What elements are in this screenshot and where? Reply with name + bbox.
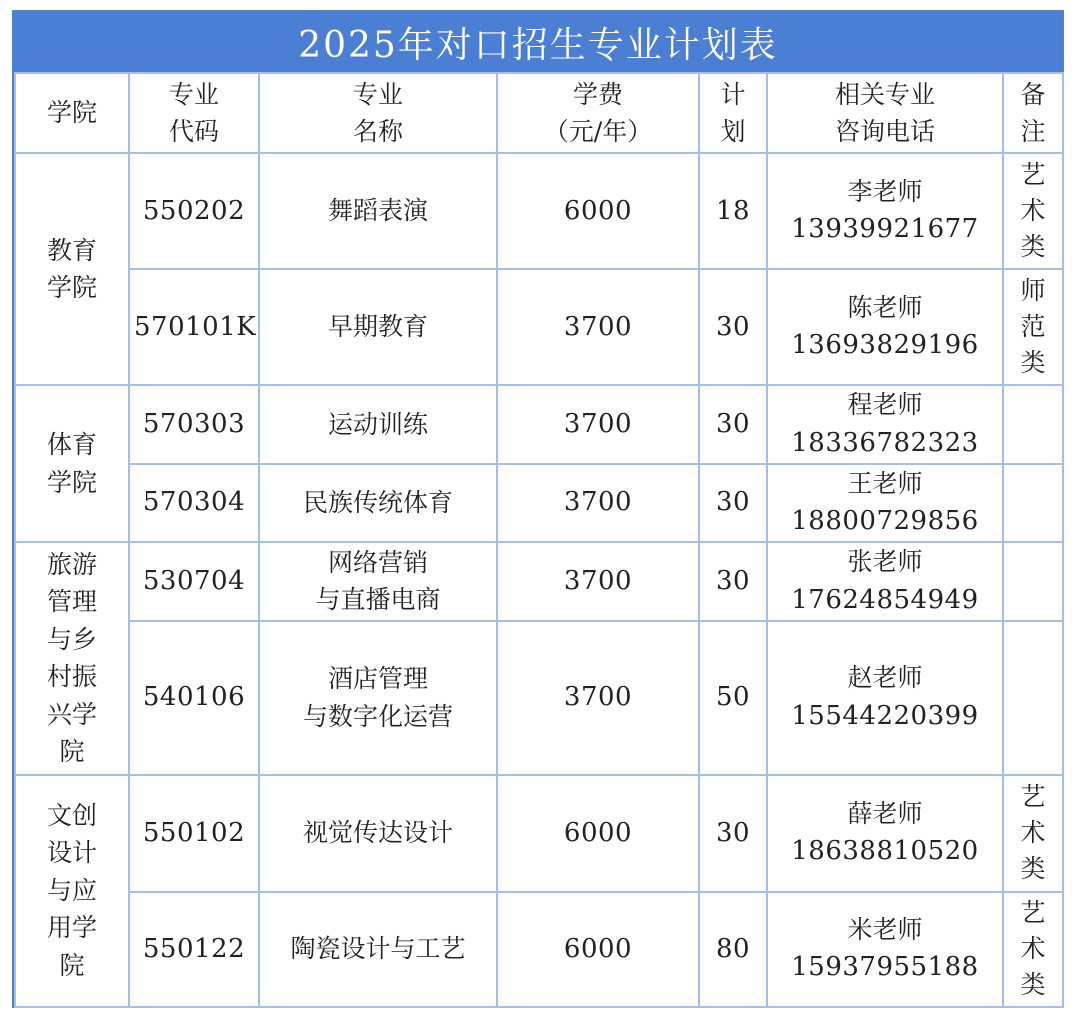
college-cell: 教育 学院 [15,153,129,385]
contact-teacher: 张老师 [847,547,923,576]
plan-count: 80 [699,892,767,1007]
plan-count: 30 [699,385,767,464]
tuition-fee: 6000 [497,775,699,892]
major-code: 550122 [129,892,259,1007]
major-name: 早期教育 [259,269,497,385]
contact-teacher: 薛老师 [847,798,923,828]
major-code: 530704 [129,542,259,621]
table-row [15,621,1063,775]
contact-phone: 18800729856 [791,506,979,536]
contact-teacher: 赵老师 [847,663,923,693]
contact-teacher: 王老师 [847,468,923,498]
contact-cell [767,892,1003,1007]
major-name: 运动训练 [259,385,497,464]
contact-cell [767,385,1003,464]
major-code: 550202 [129,153,259,269]
major-name: 民族传统体育 [259,464,497,543]
contact-phone: 13693829196 [791,330,979,361]
remark-cell: 艺 术 类 [1003,775,1063,892]
remark-cell: 艺 术 类 [1003,892,1063,1007]
remark-cell [1003,385,1063,464]
contact-teacher: 米老师 [847,914,923,944]
plan-count: 30 [699,542,767,621]
contact-teacher: 李老师 [847,176,923,206]
college-cell: 体育 学院 [15,385,129,542]
major-code: 570304 [129,464,259,543]
header-remark: 备 注 [1003,73,1063,153]
contact-teacher: 程老师 [847,390,923,419]
table-row [15,464,1063,543]
header-name: 专业 名称 [259,73,497,153]
major-name: 视觉传达设计 [259,775,497,892]
plan-count: 30 [699,775,767,892]
remark-cell [1003,542,1063,621]
contact-cell [767,621,1003,775]
plan-count: 18 [699,153,767,269]
enrollment-plan-sheet [12,10,1064,1008]
remark-cell: 艺 术 类 [1003,153,1063,269]
major-code: 570303 [129,385,259,464]
table-row [15,385,1063,464]
tuition-fee: 3700 [497,385,699,464]
header-fee: 学费 （元/年） [497,73,699,153]
table-row [15,892,1063,1007]
major-name: 网络营销 与直播电商 [259,542,497,621]
contact-cell [767,464,1003,543]
contact-phone: 13939921677 [791,214,979,245]
header-college: 学院 [15,73,129,153]
contact-phone: 15544220399 [791,700,979,731]
tuition-fee: 3700 [497,542,699,621]
contact-cell [767,542,1003,621]
tuition-fee: 3700 [497,621,699,775]
contact-cell [767,775,1003,892]
table-header-row [15,73,1063,153]
major-name: 酒店管理 与数字化运营 [259,621,497,775]
table-row [15,153,1063,269]
header-plan: 计 划 [699,73,767,153]
page-title: 2025年对口招生专业计划表 [14,12,1062,72]
plan-count: 50 [699,621,767,775]
table-row [15,775,1063,892]
enrollment-plan-table [14,72,1064,1008]
contact-phone: 15937955188 [791,952,979,983]
major-name: 陶瓷设计与工艺 [259,892,497,1007]
major-code: 550102 [129,775,259,892]
tuition-fee: 6000 [497,153,699,269]
major-code: 570101K [129,269,259,385]
college-cell: 旅游 管理 与乡 村振 兴学 院 [15,542,129,775]
major-name: 舞蹈表演 [259,153,497,269]
table-row [15,542,1063,621]
contact-phone: 18638810520 [791,836,979,867]
college-cell: 文创 设计 与应 用学 院 [15,775,129,1007]
remark-cell [1003,464,1063,543]
plan-count: 30 [699,269,767,385]
table-row [15,269,1063,385]
contact-cell [767,153,1003,269]
header-contact: 相关专业 咨询电话 [767,73,1003,153]
remark-cell [1003,621,1063,775]
contact-cell [767,269,1003,385]
plan-count: 30 [699,464,767,543]
contact-teacher: 陈老师 [847,292,923,322]
remark-cell: 师 范 类 [1003,269,1063,385]
tuition-fee: 3700 [497,464,699,543]
tuition-fee: 3700 [497,269,699,385]
tuition-fee: 6000 [497,892,699,1007]
major-code: 540106 [129,621,259,775]
contact-phone: 17624854949 [791,584,979,615]
header-code: 专业 代码 [129,73,259,153]
contact-phone: 18336782323 [791,427,979,458]
